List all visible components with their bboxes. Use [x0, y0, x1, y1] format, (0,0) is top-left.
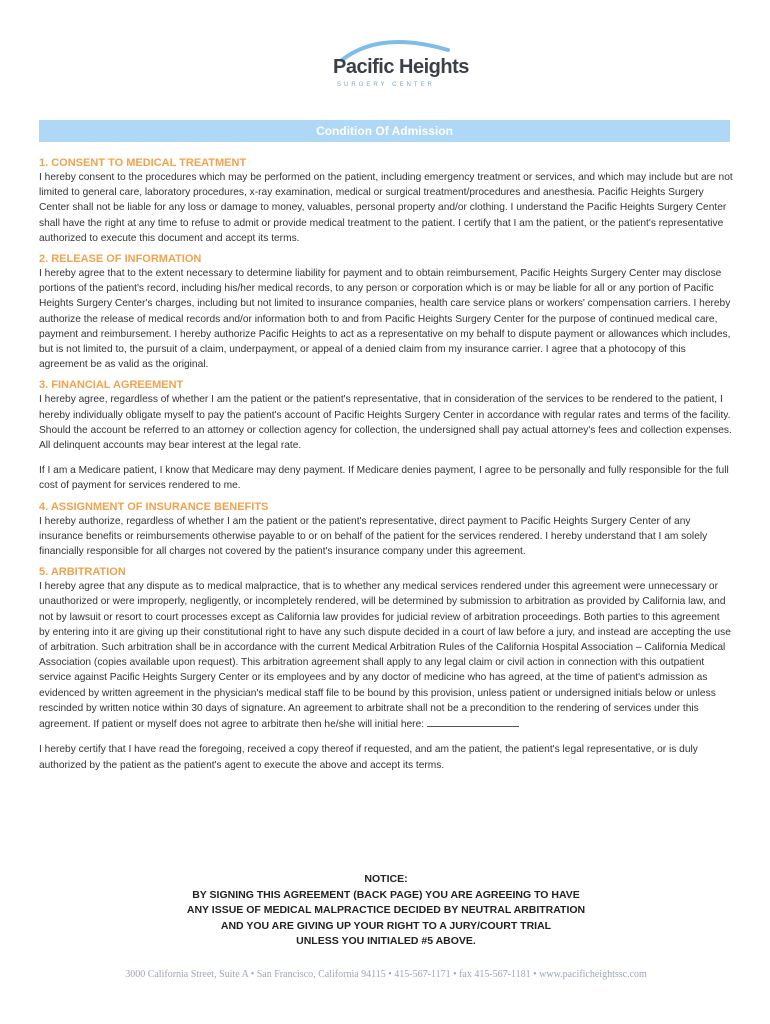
section-text-release: I hereby agree that to the extent necessary to determine liability for payment and to obtain reimbursement, Pacific Heights Surgery Center may disclose portions of the patient's record, including his/her medical records, to any person or corporation which is or may be liable for all or any portion of Pacific Heights Surgery Center's charges, including but not limited to insurance companies, health care service plans or workers' compensation carriers. I hereby authorize the release of medical records and/or information both to and from Pacific Heights Surgery Center for the purpose of continued medical care, payment and reimbursement. I hereby authorize Pacific Heights to act as a representative on my behalf to dispute payment or allowances which includes, but is not limited to, the pursuit of a claim, underpayment, or appeal of a denied claim from my insurance carrier. I agree that a photocopy of this agreement be as valid as the original. — [39, 268, 731, 371]
notice-block — [39, 872, 733, 950]
document-title-banner: Condition Of Admission — [39, 120, 730, 142]
initial-here-field[interactable] — [427, 716, 519, 727]
logo-subtitle: SURGERY CENTER — [337, 82, 435, 88]
notice-line-2: ANY ISSUE OF MEDICAL MALPRACTICE DECIDED BY NEUTRAL ARBITRATION — [186, 904, 586, 917]
section-text-assignment: I hereby authorize, regardless of whether I am the patient or the patient's representative, direct payment to Pacific Heights Surgery Center of any insurance benefits or reimbursements otherwise payable to or on behalf of the patient for the services rendered. I hereby understand that I am solely financially responsible for all charges not covered by the patient's insurance company under this agreement. — [39, 515, 708, 558]
logo — [320, 34, 470, 96]
notice-line-3: AND YOU ARE GIVING UP YOUR RIGHT TO A JURY/COURT TRIAL — [220, 919, 552, 932]
logo-name: Pacific Heights — [333, 56, 469, 78]
section-title-arbitration: 5. ARBITRATION — [39, 566, 126, 579]
section-title-financial: 3. FINANCIAL AGREEMENT — [39, 379, 184, 392]
notice-heading: NOTICE: — [364, 873, 408, 885]
document-body — [39, 156, 733, 779]
section-title-release: 2. RELEASE OF INFORMATION — [39, 253, 202, 266]
section-text-certify: I hereby certify that I have read the foregoing, received a copy thereof if requested, and am the patient, the patient's legal representative, or is duly authorized by the patient as the patient's agent to execute the above and accept its terms. — [39, 744, 698, 771]
section-text-medicare: If I am a Medicare patient, I know that Medicare may deny payment. If Medicare denies payment, I agree to be personally and fully responsible for the full cost of payment for services rendered to me. — [39, 465, 729, 492]
notice-line-1: BY SIGNING THIS AGREEMENT (BACK PAGE) YOU ARE AGREEING TO HAVE — [192, 888, 580, 901]
section-text-consent: I hereby consent to the procedures which may be performed on the patient, including emergency treatment or services, and which may include but are not limited to general care, laboratory procedures, x-ray examination, medical or surgical treatment/procedures and anesthesia. Pacific Heights Surgery Center shall not be liable for any loss or damage to money, valuables, personal property and/or clothing. I understand the Pacific Heights Surgery Center shall have the right at any time to refuse to admit or provide medical treatment to the patient. I certify that I am the patient, or the patient's representative authorized to execute this document and accept its terms. — [39, 172, 733, 244]
section-title-assignment: 4. ASSIGNMENT OF INSURANCE BENEFITS — [39, 500, 269, 513]
footer-address: 3000 California Street, Suite A • San Francisco, California 94115 • 415-567-1171 • fax 415-567-1181 • www.pacificheightssc.com — [125, 969, 647, 980]
section-text-financial: I hereby agree, regardless of whether I am the patient or the patient's representative, that in consideration of the services to be rendered to the patient, I hereby individually obligate myself to pay the patient's account of Pacific Heights Surgery Center in accordance with regular rates and terms of the facility. Should the account be referred to an attorney or collection agency for collection, the undersigned shall pay actual attorney's fees and collection expenses. All delinquent accounts may bear interest at the legal rate. — [39, 394, 732, 452]
section-text-arbitration: I hereby agree that any dispute as to medical malpractice, that is to whether any medical services rendered under this agreement were unnecessary or unauthorized or were improperly, negligently, or incompletely rendered, will be determined by submission to arbitration as provided by California law, and not by lawsuit or resort to court processes except as California law provides for judicial review of arbitration proceedings. Both parties to this agreement by entering into it are giving up their constitutional right to have any such dispute decided in a court of law before a jury, and instead are accepting the use of arbitration. Such arbitration shall be in accordance with the current Medical Arbitration Rules of the California Hospital Association – California Medical Association (copies available upon request). This arbitration agreement shall apply to any legal claim or civil action in connection with this outpatient service against Pacific Heights Surgery Center or its employees and by any doctor of medicine who has agreed, at the time of patient's admission as evidenced by written agreement in the physician's medical staff file to be bound by this provision, unless patient or undersigned initials below or unless rescinded by written notice within 30 days of signature. An agreement to arbitrate shall not be a precondition to the rendering of services under this agreement. If patient or myself does not agree to arbitrate then he/she will initial here: — [39, 581, 731, 731]
section-title-consent: 1. CONSENT TO MEDICAL TREATMENT — [39, 157, 247, 169]
section-text-arbitration-block — [39, 579, 733, 732]
notice-line-4: UNLESS YOU INITIALED #5 ABOVE. — [296, 935, 476, 948]
